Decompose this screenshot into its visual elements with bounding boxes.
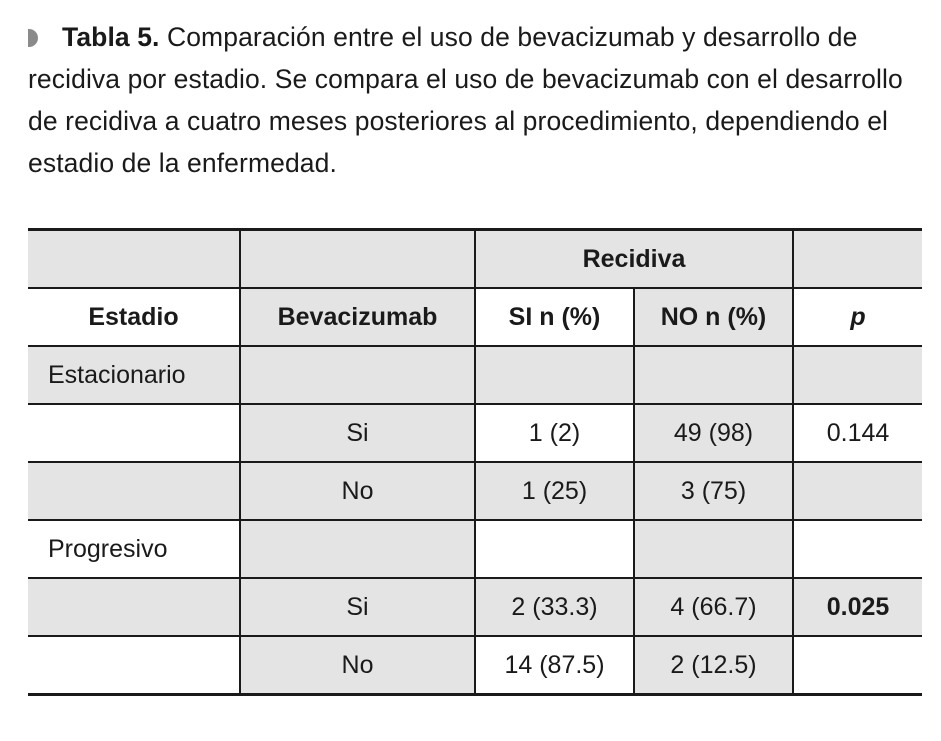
empty-cell [634, 520, 793, 578]
empty-cell [28, 462, 240, 520]
si-cell: 1 (25) [475, 462, 634, 520]
no-cell: 2 (12.5) [634, 636, 793, 695]
bevacizumab-header: Bevacizumab [240, 288, 475, 346]
empty-header-cell [28, 230, 240, 289]
si-header: SI n (%) [475, 288, 634, 346]
estadio-cell: Progresivo [28, 520, 240, 578]
empty-cell [475, 520, 634, 578]
p-header: p [793, 288, 922, 346]
p-cell [793, 462, 922, 520]
si-cell: 1 (2) [475, 404, 634, 462]
p-cell [793, 636, 922, 695]
p-cell: 0.144 [793, 404, 922, 462]
caption-text: Comparación entre el uso de bevacizumab y desarrollo de recidiva por estadio. Se compara el uso de bevacizumab con el desarrollo de recidiva a cuatro meses posteriores al procedimiento, dependiendo el estadio de la enfermedad. [28, 22, 903, 178]
group-row [28, 520, 922, 578]
group-row [28, 346, 922, 404]
caption-marker-icon [28, 29, 38, 47]
si-cell: 14 (87.5) [475, 636, 634, 695]
bevacizumab-cell: No [240, 462, 475, 520]
column-header-row [28, 288, 922, 346]
data-table [28, 228, 922, 696]
no-cell: 4 (66.7) [634, 578, 793, 636]
empty-cell [793, 346, 922, 404]
empty-cell [475, 346, 634, 404]
p-cell: 0.025 [793, 578, 922, 636]
table-row [28, 636, 922, 695]
empty-cell [28, 636, 240, 695]
table-row [28, 462, 922, 520]
bevacizumab-cell: No [240, 636, 475, 695]
bevacizumab-cell: Si [240, 578, 475, 636]
no-header: NO n (%) [634, 288, 793, 346]
empty-cell [240, 346, 475, 404]
table-row [28, 404, 922, 462]
empty-cell [240, 520, 475, 578]
no-cell: 49 (98) [634, 404, 793, 462]
estadio-cell: Estacionario [28, 346, 240, 404]
empty-header-cell [793, 230, 922, 289]
bevacizumab-cell: Si [240, 404, 475, 462]
empty-header-cell [240, 230, 475, 289]
group-header-row [28, 230, 922, 289]
empty-cell [793, 520, 922, 578]
empty-cell [634, 346, 793, 404]
caption-label: Tabla 5. [62, 22, 160, 52]
si-cell: 2 (33.3) [475, 578, 634, 636]
recidiva-header: Recidiva [475, 230, 793, 289]
estadio-header: Estadio [28, 288, 240, 346]
empty-cell [28, 404, 240, 462]
table-caption [28, 16, 928, 184]
table-row [28, 578, 922, 636]
empty-cell [28, 578, 240, 636]
no-cell: 3 (75) [634, 462, 793, 520]
